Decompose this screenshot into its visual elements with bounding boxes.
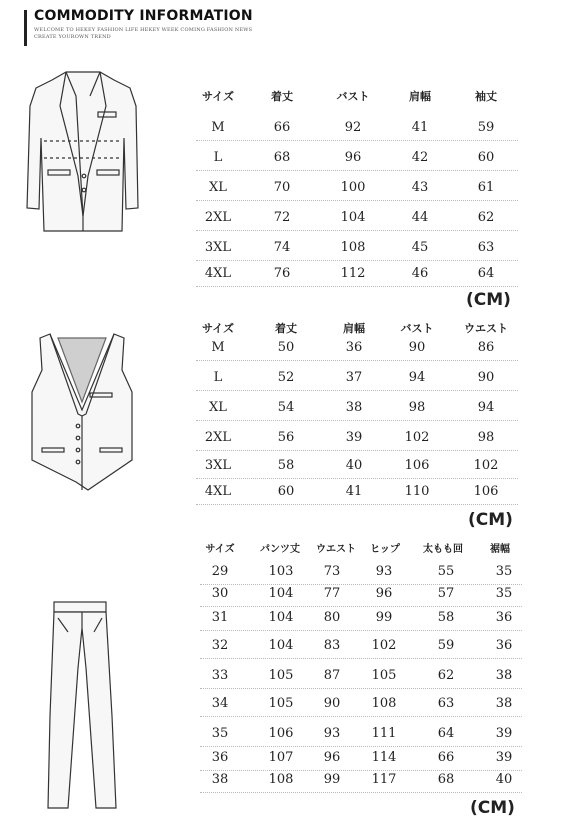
table-cell: 93: [323, 726, 341, 741]
table-cell: 74: [273, 240, 291, 255]
size-cell: 38: [211, 772, 229, 787]
size-cell: 3XL: [204, 240, 232, 255]
table-cell: 104: [268, 610, 294, 625]
table-row: [196, 236, 518, 261]
table-cell: 114: [371, 750, 397, 765]
table-cell: 92: [344, 120, 362, 135]
table-cell: 100: [340, 180, 366, 195]
table-cell: 62: [437, 668, 455, 683]
table-cell: 96: [375, 586, 393, 601]
table-cell: 103: [268, 564, 294, 579]
suit-jacket-illustration-icon: [22, 66, 144, 236]
header-cell: バスト: [336, 90, 370, 103]
table-cell: 111: [371, 726, 397, 741]
table-cell: 40: [345, 458, 363, 473]
table-cell: 94: [477, 400, 495, 415]
table-cell: 39: [495, 726, 513, 741]
size-cell: 32: [211, 638, 229, 653]
table-cell: 54: [277, 400, 295, 415]
table-cell: 56: [277, 430, 295, 445]
vest-illustration-icon: [26, 330, 138, 498]
table-row: [200, 634, 522, 659]
size-cell: 4XL: [204, 266, 232, 281]
table-cell: 83: [323, 638, 341, 653]
table-row: [196, 206, 518, 231]
table-row: [196, 480, 518, 505]
table-cell: 36: [495, 610, 513, 625]
table-cell: 52: [277, 370, 295, 385]
table-cell: 64: [437, 726, 455, 741]
table-cell: 90: [408, 340, 426, 355]
table-cell: 98: [477, 430, 495, 445]
table-cell: 96: [344, 150, 362, 165]
table-cell: 35: [495, 586, 513, 601]
table-cell: 96: [323, 750, 341, 765]
table-row: [196, 366, 518, 391]
table-cell: 76: [273, 266, 291, 281]
table-header-row: [200, 536, 522, 560]
table-cell: 63: [477, 240, 495, 255]
size-cell: 4XL: [204, 484, 232, 499]
table-cell: 72: [273, 210, 291, 225]
table-row: [196, 426, 518, 451]
table-cell: 105: [371, 668, 397, 683]
table-cell: 117: [371, 772, 397, 787]
table-cell: 41: [345, 484, 363, 499]
header-cell: ウエスト: [316, 544, 356, 555]
table-cell: 102: [404, 430, 430, 445]
table-cell: 42: [411, 150, 429, 165]
header-cell: バスト: [400, 322, 434, 335]
table-cell: 98: [408, 400, 426, 415]
table-row: [196, 146, 518, 171]
header-cell: 肩幅: [343, 322, 365, 335]
size-cell: 34: [211, 696, 229, 711]
header-subtitle-2: CREATE YOUROWN TREND: [34, 34, 111, 40]
table-cell: 59: [477, 120, 495, 135]
table-cell: 43: [411, 180, 429, 195]
table-cell: 108: [268, 772, 294, 787]
table-cell: 58: [277, 458, 295, 473]
table-cell: 39: [495, 750, 513, 765]
table-cell: 39: [345, 430, 363, 445]
header-cell: 肩幅: [409, 90, 431, 103]
unit-label: (CM): [470, 798, 515, 818]
table-cell: 110: [404, 484, 430, 499]
table-cell: 112: [340, 266, 366, 281]
size-cell: L: [213, 370, 223, 385]
size-cell: XL: [209, 400, 227, 415]
table-cell: 50: [277, 340, 295, 355]
table-cell: 66: [437, 750, 455, 765]
header-subtitle-1: WELCOME TO HEKEY FASHION LIFE HEKEY WEEK COMING FASHION NEWS: [34, 27, 253, 33]
table-cell: 58: [437, 610, 455, 625]
table-cell: 35: [495, 564, 513, 579]
table-cell: 93: [375, 564, 393, 579]
table-cell: 105: [268, 668, 294, 683]
table-row: [196, 116, 518, 141]
table-cell: 90: [477, 370, 495, 385]
table-row: [200, 606, 522, 631]
table-cell: 87: [323, 668, 341, 683]
unit-label: (CM): [468, 510, 513, 530]
header-cell: 袖丈: [475, 90, 497, 103]
table-cell: 108: [340, 240, 366, 255]
table-cell: 55: [437, 564, 455, 579]
table-cell: 106: [404, 458, 430, 473]
table-cell: 105: [268, 696, 294, 711]
table-cell: 57: [437, 586, 455, 601]
size-cell: L: [213, 150, 223, 165]
size-cell: M: [211, 120, 225, 135]
table-cell: 64: [477, 266, 495, 281]
table-cell: 68: [437, 772, 455, 787]
table-cell: 61: [477, 180, 495, 195]
table-row: [196, 454, 518, 479]
table-cell: 77: [323, 586, 341, 601]
table-cell: 44: [411, 210, 429, 225]
table-cell: 68: [273, 150, 291, 165]
size-cell: 36: [211, 750, 229, 765]
unit-label: (CM): [466, 290, 511, 310]
page-title: COMMODITY INFORMATION: [34, 8, 253, 24]
table-cell: 60: [277, 484, 295, 499]
table-cell: 36: [345, 340, 363, 355]
header-cell: ヒップ: [370, 544, 400, 555]
table-cell: 70: [273, 180, 291, 195]
table-cell: 46: [411, 266, 429, 281]
size-cell: 30: [211, 586, 229, 601]
header-cell: サイズ: [201, 90, 235, 103]
header-bar: [24, 10, 27, 46]
table-cell: 38: [495, 696, 513, 711]
table-cell: 102: [371, 638, 397, 653]
table-cell: 38: [345, 400, 363, 415]
header-cell: 裾幅: [490, 544, 510, 555]
table-cell: 38: [495, 668, 513, 683]
table-cell: 63: [437, 696, 455, 711]
table-cell: 36: [495, 638, 513, 653]
table-cell: 59: [437, 638, 455, 653]
header-cell: 着丈: [275, 322, 297, 335]
header-cell: 着丈: [271, 90, 293, 103]
size-cell: 2XL: [204, 210, 232, 225]
table-cell: 62: [477, 210, 495, 225]
table-cell: 37: [345, 370, 363, 385]
table-cell: 108: [371, 696, 397, 711]
table-cell: 99: [375, 610, 393, 625]
trousers-illustration-icon: [44, 598, 120, 812]
table-cell: 102: [473, 458, 499, 473]
table-cell: 104: [340, 210, 366, 225]
table-cell: 104: [268, 638, 294, 653]
header-cell: ウエスト: [464, 322, 508, 335]
table-cell: 94: [408, 370, 426, 385]
table-row: [196, 176, 518, 201]
size-cell: 2XL: [204, 430, 232, 445]
table-row: [200, 692, 522, 717]
table-header-row: [196, 84, 518, 108]
table-cell: 45: [411, 240, 429, 255]
table-row: [200, 768, 522, 793]
table-row: [196, 262, 518, 287]
table-cell: 80: [323, 610, 341, 625]
table-cell: 86: [477, 340, 495, 355]
header-cell: 太もも回: [423, 544, 463, 555]
table-row: [200, 582, 522, 607]
table-cell: 99: [323, 772, 341, 787]
header-cell: パンツ丈: [260, 544, 300, 555]
table-row: [200, 722, 522, 747]
size-cell: M: [211, 340, 225, 355]
table-cell: 106: [473, 484, 499, 499]
size-cell: 3XL: [204, 458, 232, 473]
size-cell: 35: [211, 726, 229, 741]
table-row: [196, 396, 518, 421]
size-cell: 31: [211, 610, 229, 625]
table-cell: 90: [323, 696, 341, 711]
header-cell: サイズ: [205, 544, 235, 555]
size-cell: 33: [211, 668, 229, 683]
table-cell: 106: [268, 726, 294, 741]
size-cell: XL: [209, 180, 227, 195]
size-cell: 29: [211, 564, 229, 579]
table-cell: 66: [273, 120, 291, 135]
header-cell: サイズ: [201, 322, 235, 335]
table-row: [200, 664, 522, 689]
table-row: [196, 336, 518, 361]
table-cell: 104: [268, 586, 294, 601]
table-cell: 40: [495, 772, 513, 787]
table-cell: 73: [323, 564, 341, 579]
table-cell: 41: [411, 120, 429, 135]
table-cell: 60: [477, 150, 495, 165]
table-cell: 107: [268, 750, 294, 765]
